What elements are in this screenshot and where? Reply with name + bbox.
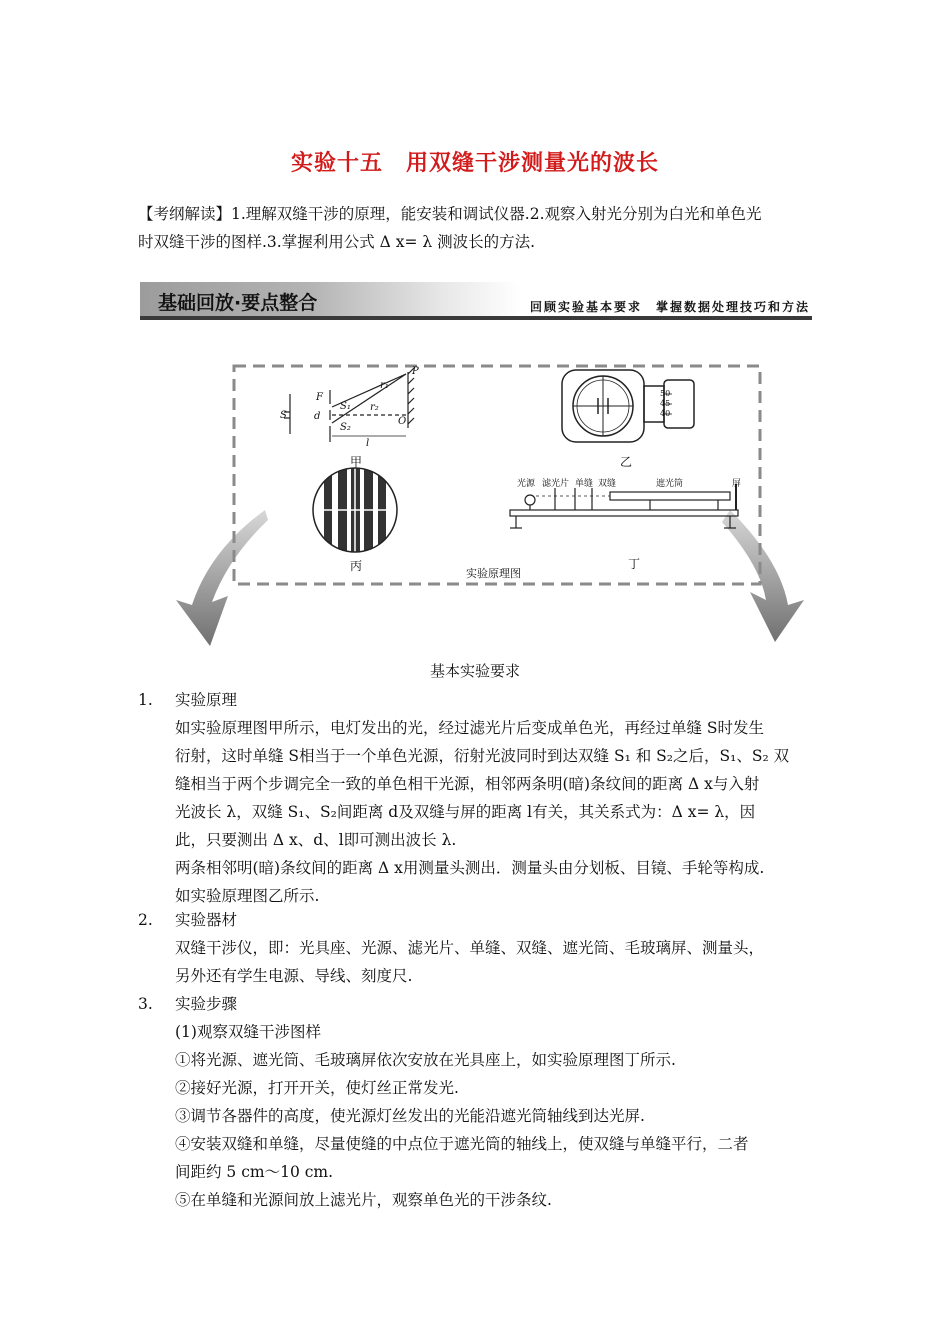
label-S: S	[280, 410, 287, 421]
right-curved-arrow	[722, 510, 804, 642]
label-single-slit: 单缝	[575, 479, 594, 489]
section-3-line: ⑤在单缝和光源间放上滤光片，观察单色光的干涉条纹.	[175, 1191, 552, 1209]
syllabus-line-2: 时双缝干涉的图样.3.掌握利用公式 Δ x= λ 测波长的方法.	[138, 233, 536, 251]
syllabus-label: 【考纲解读】	[138, 205, 232, 223]
section-1-line: 两条相邻明(暗)条纹间的距离 Δ x用测量头测出．测量头由分划板、目镜、手轮等构成.	[175, 859, 765, 877]
label-light-source: 光源	[517, 479, 536, 489]
diagram-ding	[510, 484, 738, 528]
label-d: d	[314, 411, 321, 422]
label-tube: 遮光筒	[656, 479, 684, 489]
label-r1: r₁	[380, 380, 389, 391]
diagram-yi	[562, 370, 694, 442]
section-3-line: (1)观察双缝干涉图样	[175, 1023, 321, 1041]
section-1-line: 此，只要测出 Δ x、d、l即可测出波长 λ.	[175, 831, 457, 849]
scale-40: 40	[660, 409, 671, 418]
section-1-line: 衍射，这时单缝 S相当于一个单色光源，衍射光波同时到达双缝 S₁ 和 S₂之后，S₁、S₂ 双	[175, 747, 790, 765]
label-double-slit: 双缝	[598, 479, 617, 489]
label-filter: 滤光片	[542, 479, 570, 489]
label-O: O	[398, 416, 407, 427]
section-3	[138, 990, 818, 1214]
label-S2: S₂	[340, 422, 351, 433]
label-jia: 甲	[350, 455, 363, 469]
section-1-heading: 实验原理	[175, 691, 238, 709]
label-S1: S₁	[340, 401, 351, 412]
section-3-line: ①将光源、遮光筒、毛玻璃屏依次安放在光具座上，如实验原理图丁所示.	[175, 1051, 676, 1069]
syllabus-text-1: 1.理解双缝干涉的原理，能安装和调试仪器.2.观察入射光分别为白光和单色光	[231, 205, 762, 223]
section-1-number: 1.	[138, 691, 153, 709]
banner-title: 基础回放·要点整合	[158, 292, 318, 314]
label-yi: 乙	[620, 455, 633, 469]
principle-figure	[170, 360, 810, 650]
section-2-heading: 实验器材	[175, 911, 238, 929]
section-3-line: ③调节各器件的高度，使光源灯丝发出的光能沿遮光筒轴线到达光屏.	[175, 1107, 645, 1125]
scale-45: 45	[660, 399, 671, 408]
page-title: 实验十五 用双缝干涉测量光的波长	[290, 151, 659, 176]
label-P: P	[412, 366, 419, 377]
scale-50: 50	[660, 389, 671, 398]
section-2-line: 另外还有学生电源、导线、刻度尺.	[175, 967, 413, 985]
label-l: l	[366, 438, 370, 449]
section-1-line: 如实验原理图甲所示，电灯发出的光，经过滤光片后变成单色光，再经过单缝 S时发生	[175, 719, 765, 737]
section-1	[138, 686, 818, 910]
section-subheading: 基本实验要求	[429, 662, 520, 680]
section-3-line: ②接好光源，打开开关，使灯丝正常发光.	[175, 1079, 459, 1097]
banner-subtitle: 回顾实验基本要求 掌握数据处理技巧和方法	[529, 300, 810, 314]
section-3-heading: 实验步骤	[175, 995, 238, 1013]
section-2	[138, 906, 818, 990]
dashed-frame	[234, 366, 760, 584]
label-ding: 丁	[628, 557, 641, 571]
section-2-line: 双缝干涉仪，即：光具座、光源、滤光片、单缝、双缝、遮光筒、毛玻璃屏、测量头，	[175, 939, 765, 957]
label-r2: r₂	[370, 402, 379, 413]
section-3-line: ④安装双缝和单缝，尽量使缝的中点位于遮光筒的轴线上，使双缝与单缝平行，二者	[175, 1135, 749, 1153]
label-F: F	[316, 392, 323, 403]
section-2-number: 2.	[138, 911, 153, 929]
diagram-bing	[310, 465, 400, 555]
section-banner	[140, 282, 812, 320]
syllabus	[138, 200, 818, 256]
section-1-line: 如实验原理图乙所示.	[175, 887, 320, 905]
section-1-line: 光波长 λ，双缝 S₁、S₂间距离 d及双缝与屏的距离 l有关，其关系式为：Δ x= λ，因	[175, 803, 756, 821]
banner-underline	[140, 316, 812, 320]
section-3-number: 3.	[138, 995, 153, 1013]
left-curved-arrow	[176, 510, 268, 646]
label-bing: 丙	[350, 559, 363, 573]
section-1-line: 缝相当于两个步调完全一致的单色相干光源，相邻两条明(暗)条纹间的距离 Δ x与入射	[175, 775, 760, 793]
figure-caption: 实验原理图	[466, 567, 521, 580]
syllabus-line-1	[138, 200, 818, 228]
label-screen: 屏	[732, 479, 742, 489]
section-3-line: 间距约 5 cm～10 cm.	[175, 1163, 334, 1181]
